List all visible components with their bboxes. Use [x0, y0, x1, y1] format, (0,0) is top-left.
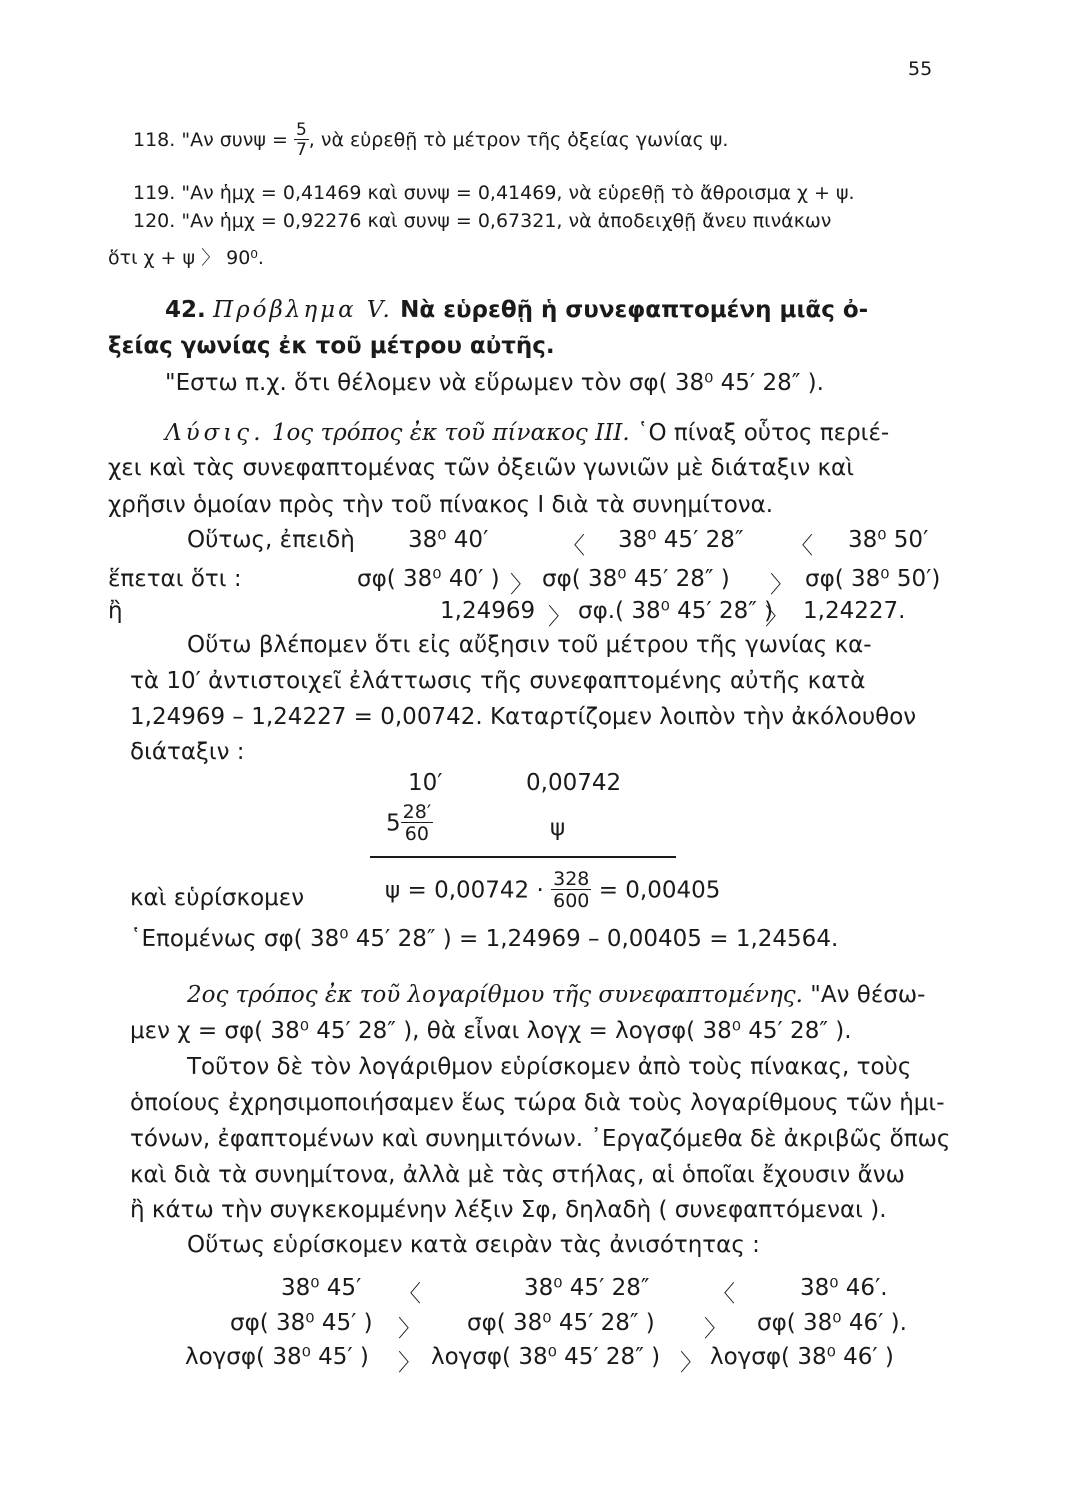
final-r3-a: λογσφ( 38⁰ 45′ ) [185, 1344, 369, 1370]
exercise-text: , νὰ εὑρεθῇ τὸ μέτρον τῆς ὀξείας γωνίας ψ. [308, 129, 729, 151]
table-rule [370, 856, 676, 858]
fraction [551, 870, 591, 911]
ineq2-lead: ἕπεται ὅτι : [108, 566, 242, 592]
ineq2-op: 〉 [770, 572, 793, 598]
exercise-text: "Αν ἡμχ = 0,41469 καὶ συνψ = 0,41469, νὰ εὑρεθῇ τὸ ἄθροισμα χ + ψ. [181, 182, 855, 204]
ineq3-op: 〉 [548, 604, 571, 630]
consequently-line: ῾Επομένως σφ( 38⁰ 45′ 28″ ) = 1,24969 – 0,00405 = 1,24564. [130, 926, 839, 952]
solution-line2: χει καὶ τὰς συνεφαπτομένας τῶν ὀξειῶν γωνιῶν μὲ διάταξιν καὶ [108, 455, 854, 481]
problem-title: Νὰ εὑρεθῇ ἡ συνεφαπτομένη μιᾶς ὀ- [400, 297, 869, 323]
fraction-numerator: 5 [295, 120, 307, 140]
final-r2-c: σφ( 38⁰ 46′ ). [757, 1310, 907, 1336]
fraction-denominator: 600 [553, 890, 590, 912]
ineq1-c: 38⁰ 50′ [848, 527, 929, 553]
para2-line3: 1,24969 – 1,24227 = 0,00742. Καταρτίζομεν λοιπὸν τὴν ἀκόλουθον [130, 704, 917, 730]
method1-label: 1ος τρόπος ἐκ τοῦ πίνακος ΙΙΙ. [271, 420, 630, 446]
ineq1-b: 38⁰ 45′ 28″ [618, 527, 744, 553]
para3-line3: τόνων, ἐφαπτομένων καὶ συνημιτόνων. ᾿Εργαζόμεθα δὲ ἀκριβῶς ὅπως [130, 1126, 951, 1152]
problem-title-line2: ξείας γωνίας ἐκ τοῦ μέτρου αὐτῆς. [108, 333, 555, 359]
ineq3-a: 1,24969 [440, 598, 536, 624]
result-pre: ψ = 0,00742 · [385, 877, 544, 904]
method2-line2: μεν χ = σφ( 38⁰ 45′ 28″ ), θὰ εἶναι λογχ = λογσφ( 38⁰ 45′ 28″ ). [130, 1018, 852, 1044]
ineq2-b: σφ( 38⁰ 45′ 28″ ) [542, 566, 730, 592]
table-r1c2: 0,00742 [526, 770, 622, 796]
ineq1-op: 〈 [562, 533, 585, 559]
exercise-119 [133, 182, 855, 204]
ineq3-lead: ἢ [108, 598, 123, 624]
fraction-numerator: 28′ [402, 801, 432, 823]
final-r1-op: 〈 [712, 1281, 735, 1307]
para3-line2: ὁποίους ἐχρησιμοποιήσαμεν ἕως τώρα διὰ τοὺς λογαρίθμους τῶν ἡμι- [130, 1090, 945, 1116]
solution-line1 [165, 420, 889, 446]
problem-number: 42. [165, 297, 206, 323]
mixed-whole: 5 [386, 810, 401, 837]
para3-line4: καὶ διὰ τὰ συνημίτονα, ἀλλὰ μὲ τὰς στήλας, αἱ ὁποῖαι ἔχουσιν ἄνω [130, 1162, 905, 1188]
ineq3-c: 1,24227. [803, 598, 906, 624]
para3-line6: Οὕτως εὑρίσκομεν κατὰ σειρὰν τὰς ἀνισότητας : [187, 1232, 760, 1258]
final-r1-b: 38⁰ 45′ 28″ [524, 1275, 650, 1301]
para3-line1: Τοῦτον δὲ τὸν λογάριθμον εὑρίσκομεν ἀπὸ τοὺς πίνακας, τοὺς [187, 1054, 912, 1080]
exercise-text: "Αν συνψ = [181, 129, 288, 151]
table-r2c2: ψ [550, 815, 566, 841]
final-r2-b: σφ( 38⁰ 45′ 28″ ) [467, 1310, 655, 1336]
result-lead: καὶ εὑρίσκομεν [130, 885, 305, 911]
para2-line1: Οὕτω βλέπομεν ὅτι εἰς αὔξησιν τοῦ μέτρου τῆς γωνίας κα- [187, 632, 872, 658]
exercise-text: "Αν ἡμχ = 0,92276 καὶ συνψ = 0,67321, νὰ ἀποδειχθῇ ἄνευ πινάκων [181, 210, 832, 232]
table-r2c1 [386, 803, 433, 844]
para3-line5: ἢ κάτω τὴν συγκεκομμένην λέξιν Σφ, δηλαδὴ ( συνεφαπτόμεναι ). [130, 1197, 887, 1223]
table-r1c1: 10′ [408, 770, 443, 796]
final-r2-op: 〉 [398, 1316, 421, 1342]
final-r1-op: 〈 [398, 1281, 421, 1307]
final-r1-c: 38⁰ 46′. [800, 1275, 888, 1301]
exercise-number: 118. [133, 129, 176, 151]
final-r2-op: 〉 [704, 1316, 727, 1342]
page-number: 55 [908, 58, 933, 80]
ineq3-b: σφ.( 38⁰ 45′ 28″ ) [578, 598, 774, 624]
problem-heading [165, 297, 868, 323]
method2-text: "Αν θέσω- [810, 982, 926, 1008]
final-r3-c: λογσφ( 38⁰ 46′ ) [710, 1344, 894, 1370]
fraction-denominator: 7 [295, 140, 307, 160]
exercise-118 [133, 122, 728, 159]
final-r3-b: λογσφ( 38⁰ 45′ 28″ ) [431, 1344, 661, 1370]
fraction-denominator: 60 [404, 823, 429, 845]
exercise-120 [133, 210, 831, 232]
solution-label: Λύσις. [165, 420, 265, 446]
ineq1-a: 38⁰ 40′ [408, 527, 489, 553]
solution-text: ῾Ο πίναξ οὗτος περιέ- [637, 420, 890, 446]
ineq1-lead: Οὕτως, ἐπειδὴ [187, 527, 355, 553]
result-post: = 0,00405 [598, 877, 721, 904]
method2-label: 2ος τρόπος ἐκ τοῦ λογαρίθμου τῆς συνεφαπτομένης. [187, 982, 803, 1008]
para2-line2: τὰ 10′ ἀντιστοιχεῖ ἐλάττωσις τῆς συνεφαπτομένης αὐτῆς κατὰ [130, 668, 866, 694]
ineq2-op: 〉 [510, 572, 533, 598]
problem-example: "Εστω π.χ. ὅτι θέλομεν νὰ εὕρωμεν τὸν σφ( 38⁰ 45′ 28″ ). [165, 370, 824, 396]
exercise-number: 119. [133, 182, 176, 204]
exercise-number: 120. [133, 210, 176, 232]
final-r3-op: 〉 [398, 1350, 421, 1376]
fraction [401, 803, 434, 844]
ineq3-op: 〉 [765, 604, 788, 630]
exercise-120-continuation: ὅτι χ + ψ 〉 90⁰. [108, 247, 264, 269]
para2-line4: διάταξιν : [130, 739, 245, 765]
ineq2-a: σφ( 38⁰ 40′ ) [357, 566, 500, 592]
ineq2-c: σφ( 38⁰ 50′) [805, 566, 941, 592]
ineq1-op: 〈 [790, 533, 813, 559]
fraction [294, 122, 309, 159]
final-r1-a: 38⁰ 45′ [281, 1275, 362, 1301]
result-equation [385, 870, 720, 911]
final-r2-a: σφ( 38⁰ 45′ ) [230, 1310, 373, 1336]
fraction-numerator: 328 [553, 868, 590, 890]
final-r3-op: 〉 [680, 1350, 703, 1376]
problem-label: Πρόβλημα V. [213, 297, 393, 323]
method2-line1 [187, 982, 925, 1008]
solution-line3: χρῆσιν ὁμοίαν πρὸς τὴν τοῦ πίνακος Ι διὰ τὰ συνημίτονα. [108, 492, 774, 518]
